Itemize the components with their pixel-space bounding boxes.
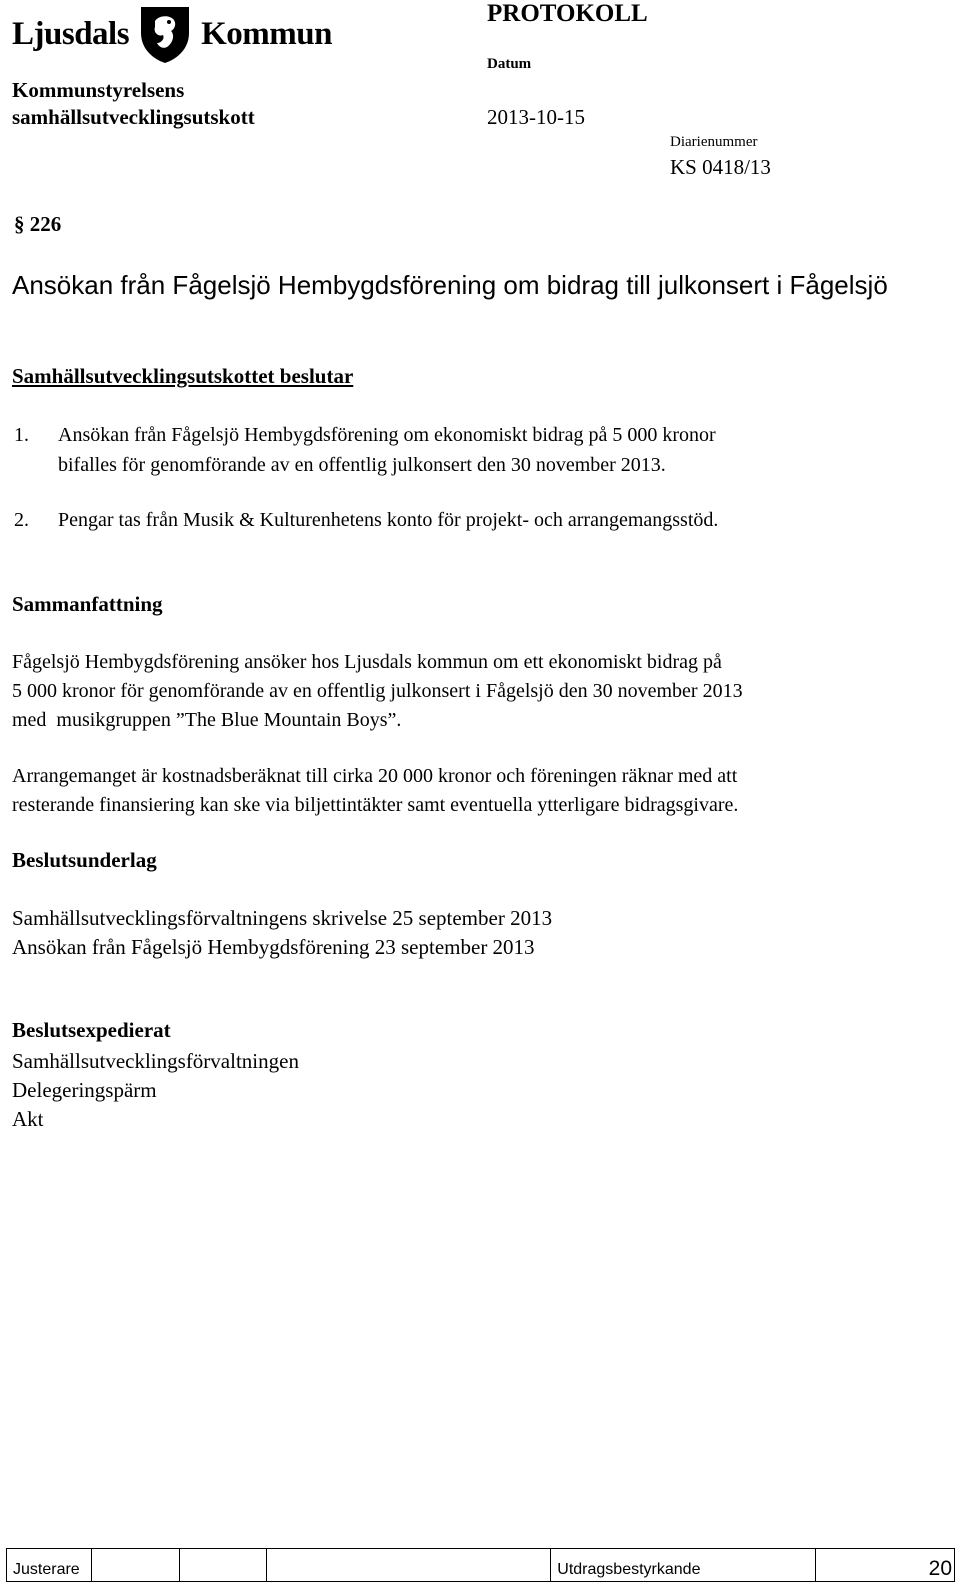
diary-number-value: KS 0418/13 xyxy=(670,155,771,179)
summary-line: resterande finansiering kan ske via biljettintäkter samt eventuella ytterligare bidragsgivare. xyxy=(12,794,739,816)
date-label: Datum xyxy=(487,56,532,72)
summary-line: Arrangemanget är kostnadsberäknat till cirka 20 000 kronor och föreningen räknar med att xyxy=(12,765,738,787)
footer-sign-cell xyxy=(92,1549,181,1581)
logo-text-right: Kommun xyxy=(201,15,332,52)
basis-list xyxy=(12,904,552,962)
basis-item: Samhällsutvecklingsförvaltningens skrivelse 25 september 2013 xyxy=(12,906,553,930)
utdragsbestyrkande-label: Utdragsbestyrkande xyxy=(557,1561,701,1578)
footer-justerare-cell xyxy=(7,1549,92,1581)
decision-item-2 xyxy=(14,505,718,535)
dispatched-item: Delegeringspärm xyxy=(12,1078,157,1102)
dispatched-heading: Beslutsexpedierat xyxy=(12,1018,171,1042)
summary-heading: Sammanfattning xyxy=(12,592,163,616)
decision-item-number: 1. xyxy=(14,424,29,446)
summary-line: med musikgruppen ”The Blue Mountain Boys”. xyxy=(12,709,402,731)
footer-sign-cell xyxy=(180,1549,267,1581)
dispatched-list xyxy=(12,1047,299,1134)
summary-paragraph-1 xyxy=(12,648,743,735)
basis-heading: Beslutsunderlag xyxy=(12,848,157,872)
organization-line-2: samhällsutvecklingsutskott xyxy=(12,105,255,129)
page-number: 20 xyxy=(928,1557,952,1580)
summary-line: Fågelsjö Hembygdsförening ansöker hos Ljusdals kommun om ett ekonomiskt bidrag på xyxy=(12,651,722,673)
organization-line-1: Kommunstyrelsens xyxy=(12,78,185,102)
footer-sign-cell xyxy=(267,1549,551,1581)
date-value: 2013-10-15 xyxy=(487,105,585,129)
decision-item-line: bifalles för genomförande av en offentlig julkonsert den 30 november 2013. xyxy=(58,454,666,476)
dispatched-item: Akt xyxy=(12,1107,44,1131)
logo xyxy=(12,2,332,66)
summary-line: 5 000 kronor för genomförande av en offentlig julkonsert i Fågelsjö den 30 november 2013 xyxy=(12,680,743,702)
coat-of-arms-icon xyxy=(137,3,193,65)
decision-item-line: Pengar tas från Musik & Kulturenhetens konto för projekt- och arrangemangsstöd. xyxy=(58,509,719,531)
dispatched-item: Samhällsutvecklingsförvaltningen xyxy=(12,1049,299,1073)
document-type: PROTOKOLL xyxy=(487,0,648,27)
justerare-label: Justerare xyxy=(13,1561,80,1578)
decision-item-1 xyxy=(14,420,716,480)
logo-text-left: Ljusdals xyxy=(12,15,130,52)
basis-item: Ansökan från Fågelsjö Hembygdsförening 23 september 2013 xyxy=(12,935,535,959)
document-title: Ansökan från Fågelsjö Hembygdsförening om bidrag till julkonsert i Fågelsjö xyxy=(12,270,888,300)
paragraph-number: § 226 xyxy=(14,212,62,236)
decision-heading: Samhällsutvecklingsutskottet beslutar xyxy=(12,364,354,388)
footer-page-cell xyxy=(816,1549,954,1581)
summary-paragraph-2 xyxy=(12,762,738,820)
decision-item-line: Ansökan från Fågelsjö Hembygdsförening om ekonomiskt bidrag på 5 000 kronor xyxy=(58,424,716,446)
diary-number-label: Diarienummer xyxy=(670,134,758,150)
footer-utdrag-cell xyxy=(551,1549,816,1581)
signature-footer xyxy=(6,1548,955,1582)
decision-item-number: 2. xyxy=(14,509,29,531)
